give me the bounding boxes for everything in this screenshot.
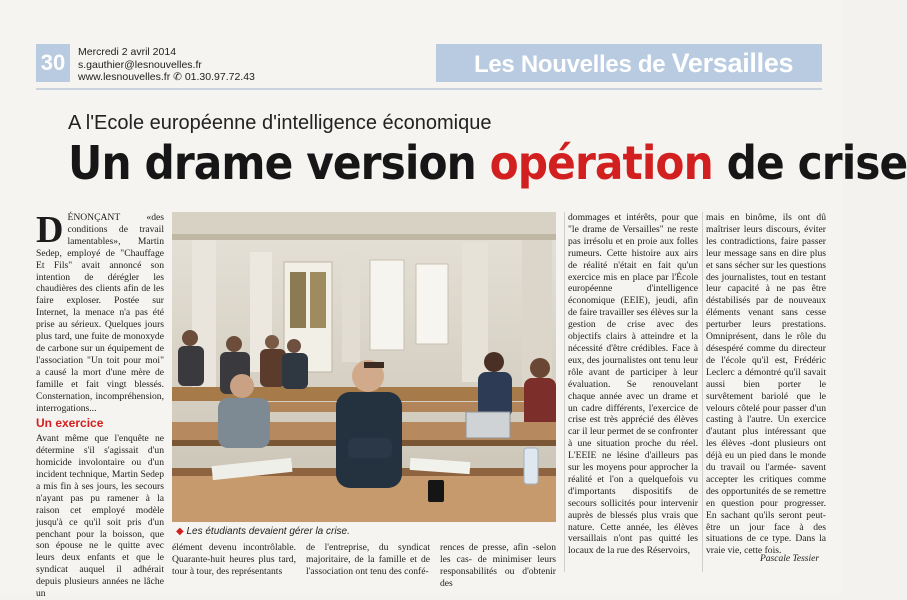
caption-text: Les étudiants devaient gérer la crise. [186, 526, 350, 537]
header-date: Mercredi 2 avril 2014 [78, 46, 177, 58]
classroom-photo [172, 212, 556, 522]
subhead-exercice: Un exercice [36, 416, 104, 431]
header-rule [36, 88, 822, 90]
column-divider [564, 212, 565, 572]
article-headline [68, 136, 907, 190]
article-kicker: A l'Ecole européenne d'intelligence économique [68, 112, 492, 134]
col1-paragraph-1: ÉNONÇANT «des conditions de travail lamentables», Martin Sedep, employé de "Chauffage Et Fils" avait annoncé son intention de dérégler les chaudières des clients afin de les faire exploser. Postée sur Internet, la menace n'a pas été prise au sérieux. Quelques jours plus tard, une fuite de monoxyde de carbone sur un équipement de l'association "Un toit pour moi" a causé la mort d'une mère de famille et fait vingt blessés. Consternation, incompréhension, interrogations... [36, 212, 164, 414]
masthead [474, 48, 793, 79]
header-email: s.gauthier@lesnouvelles.fr [78, 58, 202, 71]
headline-red: opération [489, 136, 713, 190]
page-number: 30 [36, 44, 70, 82]
caption-diamond-icon: ◆ [176, 526, 187, 537]
column-1 [36, 209, 164, 600]
article-photo [172, 212, 556, 522]
header-site-phone: www.lesnouvelles.fr ✆ 01.30.97.72.43 [78, 71, 255, 83]
page-header [36, 40, 822, 86]
drop-cap: D [36, 209, 64, 251]
masthead-small: Les Nouvelles de [474, 51, 672, 78]
headline-part2: de crise [712, 136, 907, 190]
photo-caption [176, 526, 350, 537]
header-meta [78, 46, 255, 84]
column-5: mais en binôme, ils ont dû maîtriser leurs discours, éviter les contradictions, faire passer leur message sans en dire plus et sans sécher sur les questions des journalistes, tout en testant leur capacité à ne pas être déstabilisés par de nouveaux éléments venant sans cesse perturber leurs prestations. Omniprésent, dans le rôle du désespéré comme du directeur de l'école qu'il est, Frédéric Leclerc a démontré qu'il savait aussi bien porter le survêtement bariolé que le velours côtelé pour passer d'un casting à l'autre. Un exercice d'autant plus intéressant que les élèves -dont plusieurs ont déjà eu un pied dans le monde du travail ou l'armée- savent accepter les critiques comme des opportunités de se remettre en question pour progresser. En sachant qu'ils seront peut-être un jour face à des situations de ce type. Dans la vraie vie, cette fois. [706, 212, 826, 557]
column-4: dommages et intérêts, pour que "le drame de Versailles" ne reste pas irrésolu et en proie aux folles rumeurs. Cette histoire aux airs de réalité n'était en fait qu'un exercice mis en place par l'École européenne d'intelligence économique (EEIE), jeudi, afin de faire travailler ses élèves sur la gestion de crise avec des objectifs clairs à atteindre et la nécessité d'être crédibles. Face à eux, des journalistes ont tenu leur rôle avant de participer à leur évaluation. Se renouvelant chaque année avec un drame et un cadre différents, l'exercice de crise est très apprécié des élèves car il leur permet de se confronter à une situation proche du réel. L'EEIE ne lésine d'ailleurs pas sur les moyens pour approcher la réalité et l'on a quelquefois vu d'importants dispositifs de secours sollicités pour intervenir auprès de blessés plus vrais que nature. Cette année, les élèves versaillais n'ont pas quitté les locaux de la rue des Réservoirs, [568, 212, 698, 557]
column-2-bottom: élément devenu incontrôlable. Quarante-huit heures plus tard, tour à tour, des représentants [172, 542, 296, 577]
article-signature: Pascale Tessier [760, 554, 820, 564]
headline-part1: Un drame version [68, 136, 490, 190]
column-3-bottom: de l'entreprise, du syndicat majoritaire, de la famille et de l'association ont tenu des confé- [306, 542, 430, 577]
masthead-big: Versailles [671, 48, 794, 78]
masthead-band [436, 44, 822, 82]
col1-paragraph-2: Avant même que l'enquête ne détermine s'il s'agissait d'un homicide involontaire ou d'un incident technique, Martin Sedep a mis fin à ses jours, les secours n'ayant pas pu ramener à la raison cet employé modèle jusqu'à ce qu'il soit pris d'un penchant pour la boisson, que son épouse ne le quitte avec leurs deux enfants et que le syndicat auquel il adhérait depuis plusieurs années ne lâche un [36, 433, 164, 600]
column-divider [702, 212, 703, 572]
column-4-bottom: rences de presse, afin -selon les cas- de minimiser leurs responsabilités ou d'obtenir des [440, 542, 556, 589]
